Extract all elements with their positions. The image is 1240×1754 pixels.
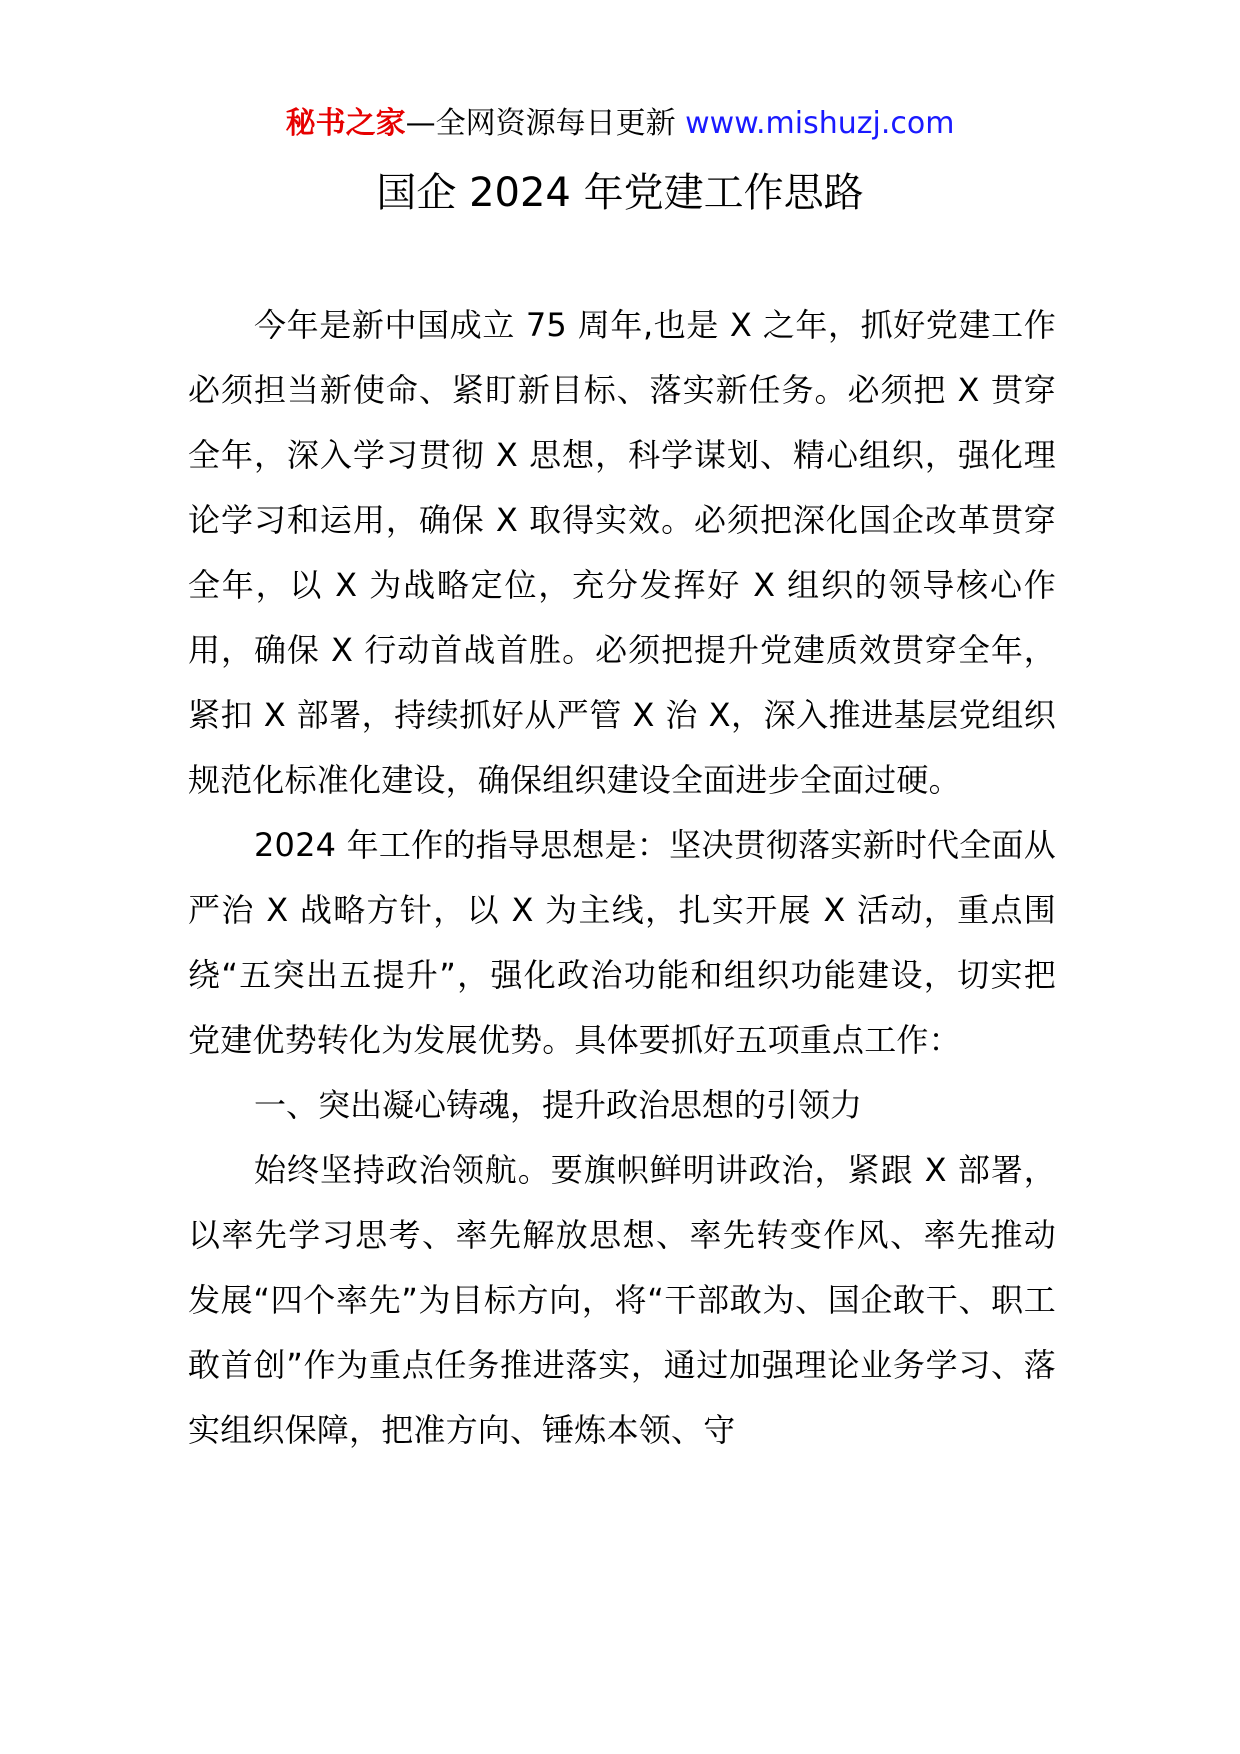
site-url-link[interactable]: www.mishuzj.com xyxy=(685,106,955,141)
site-tagline: —全网资源每日更新 xyxy=(405,106,686,141)
paragraph-intro: 今年是新中国成立 75 周年,也是 X 之年，抓好党建工作必须担当新使命、紧盯新目标、落实新任务。必须把 X 贯穿全年，深入学习贯彻 X 思想，科学谋划、精心组织，强化理论学习和运用，确保 X 取得实效。必须把深化国企改革贯穿全年，以 X 为战略定位，充分发挥好 X 组织的领导核心作用，确保 X 行动首战首胜。必须把提升党建质效贯穿全年，紧扣 X 部署，持续抓好从严管 X 治 X，深入推进基层党组织规范化标准化建设，确保组织建设全面进步全面过硬。 xyxy=(188,306,1056,799)
document-title: 国企 2024 年党建工作思路 xyxy=(376,170,864,216)
document-body xyxy=(188,293,1056,1463)
paragraph-section-1: 始终坚持政治领航。要旗帜鲜明讲政治，紧跟 X 部署，以率先学习思考、率先解放思想、率先转变作风、率先推动发展“四个率先”为目标方向，将“干部敢为、国企敢干、职工敢首创”作为重点任务推进落实，通过加强理论业务学习、落实组织保障，把准方向、锤炼本领、守 xyxy=(188,1151,1056,1449)
brand-name: 秘书之家 xyxy=(285,106,406,141)
paragraph-guiding-thought: 2024 年工作的指导思想是：坚决贯彻落实新时代全面从严治 X 战略方针，以 X 为主线，扎实开展 X 活动，重点围绕“五突出五提升”，强化政治功能和组织功能建设，切实把党建优势转化为发展优势。具体要抓好五项重点工作： xyxy=(188,826,1056,1059)
site-header xyxy=(0,100,1240,148)
section-heading-1: 一、突出凝心铸魂，提升政治思想的引领力 xyxy=(254,1086,863,1124)
